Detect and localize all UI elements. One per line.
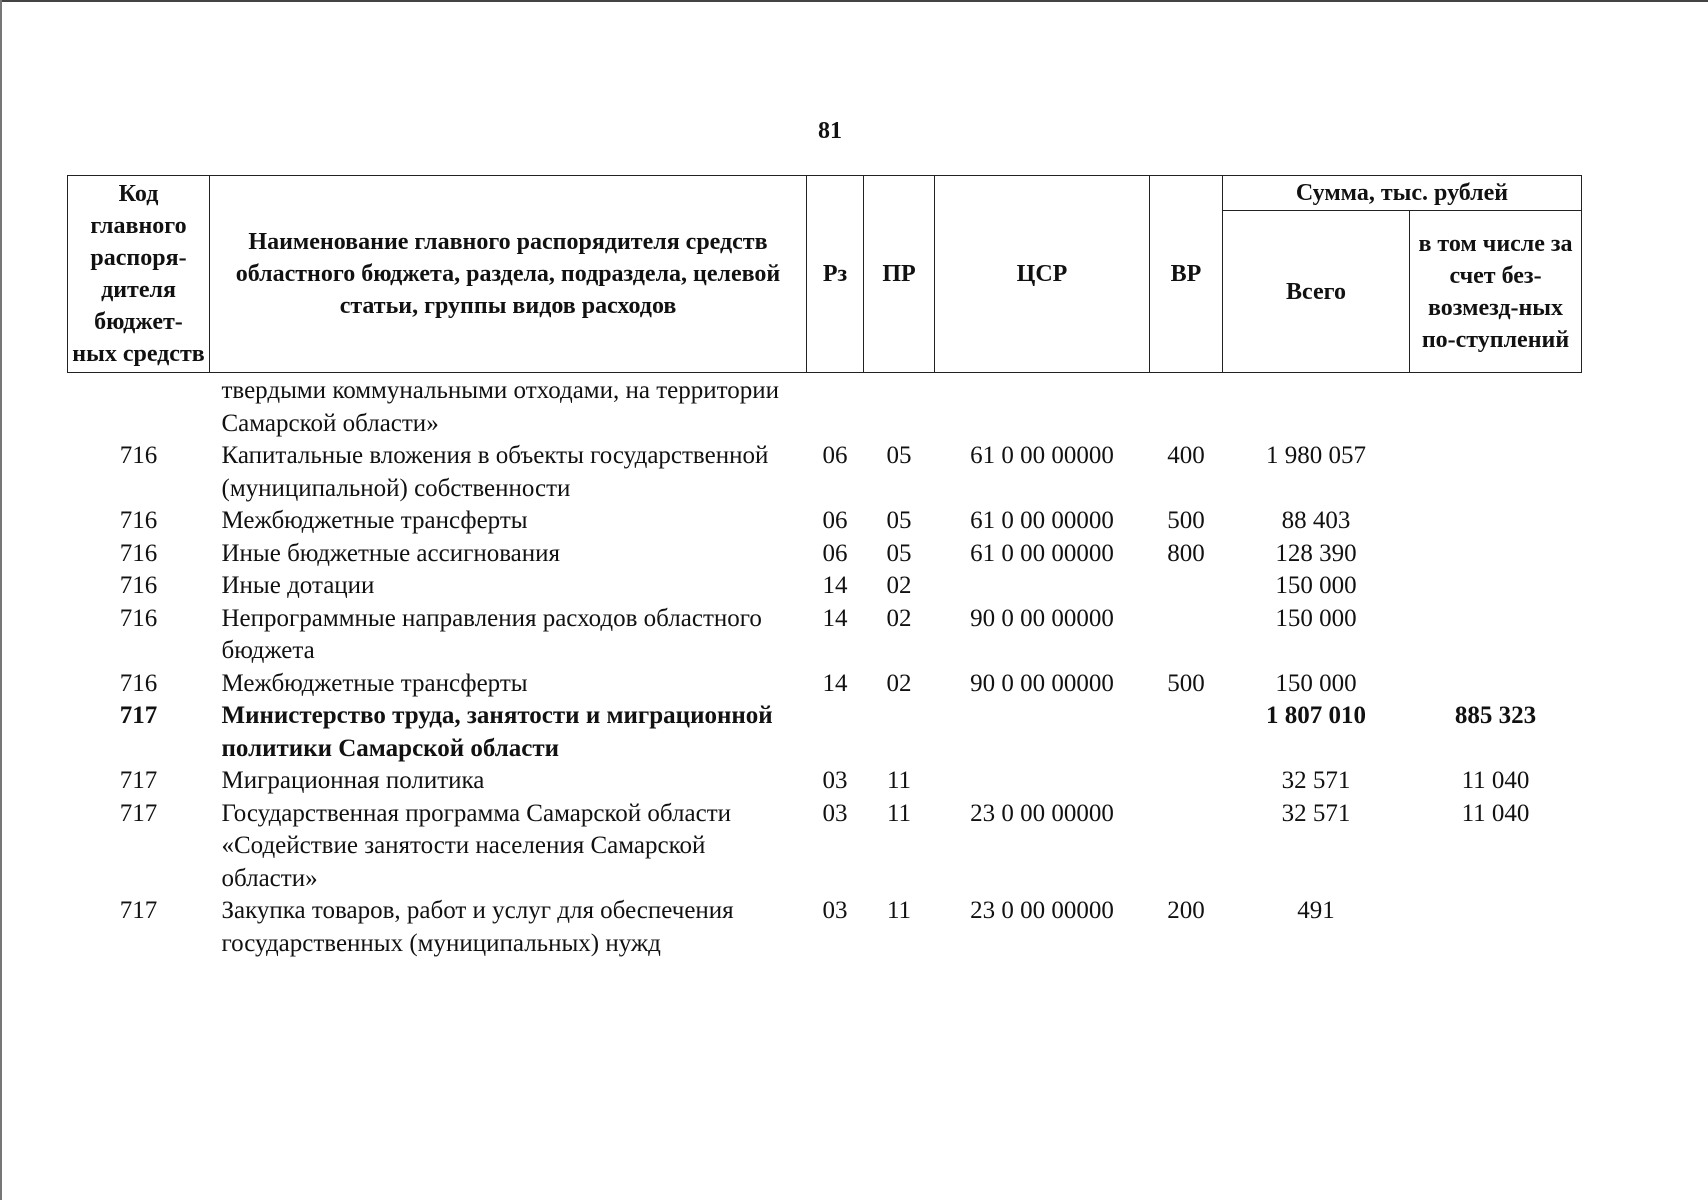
cell-code: 716 [119, 507, 158, 534]
cell-name: Государственная программа Самарской области «Содействие занятости населения Самарской области» [221, 799, 731, 892]
cell-rz: 14 [822, 669, 848, 697]
cell-rz: 06 [822, 539, 848, 567]
cell-grant: 11 040 [1461, 767, 1530, 794]
table-row [68, 700, 1582, 765]
cell-pr [864, 373, 935, 441]
cell-rz: 03 [822, 897, 848, 924]
cell-code: 717 [119, 799, 158, 827]
cell-grant [1410, 440, 1582, 505]
cell-pr: 02 [886, 604, 912, 632]
cell-vr: 200 [1167, 897, 1205, 924]
table-row [68, 765, 1582, 798]
cell-code: 717 [119, 897, 158, 924]
cell-csr [935, 700, 1150, 765]
cell-vr [1150, 798, 1223, 896]
cell-rz: 06 [822, 442, 848, 469]
cell-csr [935, 765, 1150, 798]
cell-name: Министерство труда, занятости и миграционной политики Самарской области [221, 702, 773, 762]
cell-code: 716 [119, 572, 158, 599]
cell-code: 717 [119, 702, 158, 729]
cell-rz: 14 [822, 572, 848, 599]
cell-csr: 61 0 00 00000 [970, 442, 1114, 469]
table-row [68, 373, 1582, 441]
cell-grant [1410, 505, 1582, 538]
budget-table [67, 175, 1582, 960]
cell-code: 716 [119, 669, 158, 697]
table-row [68, 538, 1582, 571]
cell-vr: 500 [1167, 507, 1205, 534]
cell-total: 32 571 [1281, 799, 1351, 827]
cell-name: Иные дотации [221, 572, 375, 599]
cell-pr: 02 [886, 669, 912, 697]
header-grant: в том числе за счет без-возмезд-ных по-ступлений [1410, 211, 1582, 373]
cell-name: Капитальные вложения в объекты государственной (муниципальной) собственности [221, 442, 769, 502]
cell-rz [807, 373, 864, 441]
header-code: Код главного распоря-дителя бюджет-ных средств [68, 176, 210, 373]
cell-code: 716 [119, 604, 158, 632]
cell-rz: 06 [822, 507, 848, 534]
scan-edge-left [0, 0, 2, 1200]
cell-pr: 05 [886, 442, 912, 469]
header-name: Наименование главного распорядителя средств областного бюджета, раздела, подраздела, целевой статьи, группы видов расходов [210, 176, 807, 373]
cell-code: 717 [119, 767, 158, 794]
cell-total: 1 807 010 [1266, 702, 1366, 729]
cell-pr: 11 [886, 799, 912, 827]
cell-pr [864, 700, 935, 765]
cell-grant [1410, 570, 1582, 603]
cell-csr: 90 0 00 00000 [970, 669, 1114, 697]
cell-csr: 23 0 00 00000 [970, 799, 1114, 827]
cell-rz: 14 [822, 604, 848, 632]
cell-grant [1410, 668, 1582, 701]
header-total: Всего [1223, 211, 1410, 373]
cell-vr [1150, 700, 1223, 765]
cell-csr [935, 373, 1150, 441]
cell-pr: 11 [886, 767, 912, 794]
cell-vr: 500 [1167, 669, 1205, 697]
cell-total: 150 000 [1275, 669, 1357, 697]
header-rz: Рз [807, 176, 864, 373]
cell-name: твердыми коммунальными отходами, на территории Самарской области» [221, 377, 779, 437]
table-row [68, 505, 1582, 538]
cell-pr: 05 [886, 539, 912, 567]
cell-vr [1150, 765, 1223, 798]
cell-csr: 23 0 00 00000 [970, 897, 1114, 924]
cell-pr: 05 [886, 507, 912, 534]
cell-vr [1150, 603, 1223, 668]
cell-vr: 400 [1167, 442, 1205, 469]
cell-total: 150 000 [1275, 572, 1357, 599]
cell-grant [1410, 373, 1582, 441]
table-row [68, 895, 1582, 960]
cell-total: 32 571 [1281, 767, 1351, 794]
cell-csr: 61 0 00 00000 [970, 539, 1114, 567]
cell-vr: 800 [1167, 539, 1205, 567]
cell-csr: 90 0 00 00000 [970, 604, 1114, 632]
header-pr: ПР [864, 176, 935, 373]
cell-vr [1150, 570, 1223, 603]
cell-code [68, 373, 210, 441]
cell-name: Закупка товаров, работ и услуг для обеспечения государственных (муниципальных) нужд [221, 897, 734, 957]
cell-csr: 61 0 00 00000 [970, 507, 1114, 534]
cell-total: 491 [1297, 897, 1335, 924]
header-sum: Сумма, тыс. рублей [1223, 176, 1582, 211]
cell-total: 150 000 [1275, 604, 1357, 632]
header-vr: ВР [1150, 176, 1223, 373]
table-header [68, 176, 1582, 373]
cell-name: Иные бюджетные ассигнования [221, 539, 561, 567]
cell-grant: 11 040 [1461, 799, 1530, 827]
cell-rz: 03 [822, 799, 848, 827]
table-row [68, 668, 1582, 701]
page-number: 81 [818, 118, 842, 144]
cell-total [1223, 373, 1410, 441]
cell-grant [1410, 603, 1582, 668]
table-row [68, 798, 1582, 896]
cell-total: 1 980 057 [1266, 442, 1366, 469]
cell-pr: 11 [886, 897, 912, 924]
cell-grant [1410, 538, 1582, 571]
cell-rz [807, 700, 864, 765]
cell-name: Непрограммные направления расходов областного бюджета [221, 604, 762, 664]
table-body [68, 373, 1582, 961]
cell-code: 716 [119, 442, 158, 469]
cell-grant: 885 323 [1454, 702, 1537, 729]
table-row [68, 440, 1582, 505]
table-row [68, 570, 1582, 603]
cell-code: 716 [119, 539, 158, 567]
cell-name: Межбюджетные трансферты [221, 507, 528, 534]
cell-name: Межбюджетные трансферты [221, 669, 528, 697]
cell-csr [935, 570, 1150, 603]
cell-total: 128 390 [1275, 539, 1357, 567]
cell-pr: 02 [886, 572, 912, 599]
cell-total: 88 403 [1281, 507, 1351, 534]
cell-rz: 03 [822, 767, 848, 794]
cell-name: Миграционная политика [221, 767, 485, 794]
header-csr: ЦСР [935, 176, 1150, 373]
cell-grant [1410, 895, 1582, 960]
table-row [68, 603, 1582, 668]
scan-edge-top [0, 0, 1708, 2]
cell-vr [1150, 373, 1223, 441]
